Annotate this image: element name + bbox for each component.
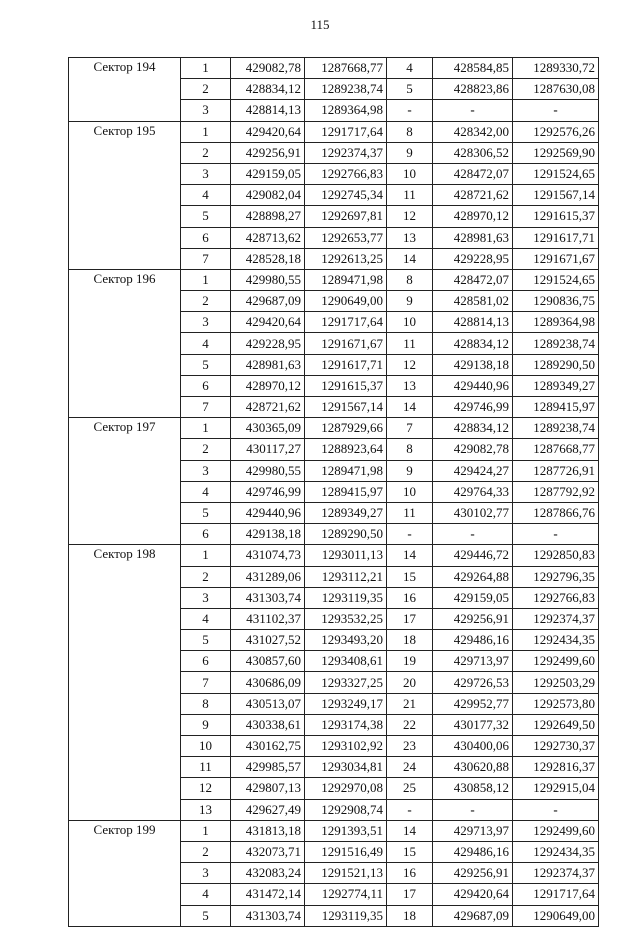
empty-cell: - bbox=[513, 524, 599, 545]
point-number: 5 bbox=[181, 630, 231, 651]
x-coordinate: 429807,13 bbox=[231, 778, 305, 799]
point-number: 5 bbox=[181, 502, 231, 523]
y-coordinate: 1291617,71 bbox=[305, 354, 387, 375]
x-coordinate: 429420,64 bbox=[231, 121, 305, 142]
x-coordinate: 429082,78 bbox=[231, 58, 305, 79]
x-coordinate: 429138,18 bbox=[433, 354, 513, 375]
point-number: 1 bbox=[181, 121, 231, 142]
point-number: 17 bbox=[387, 608, 433, 629]
y-coordinate: 1292915,04 bbox=[513, 778, 599, 799]
point-number: 3 bbox=[181, 863, 231, 884]
y-coordinate: 1292745,34 bbox=[305, 185, 387, 206]
point-number: 1 bbox=[181, 545, 231, 566]
y-coordinate: 1291717,64 bbox=[305, 312, 387, 333]
point-number: 12 bbox=[387, 206, 433, 227]
y-coordinate: 1292576,26 bbox=[513, 121, 599, 142]
point-number: 24 bbox=[387, 757, 433, 778]
point-number: 5 bbox=[181, 905, 231, 926]
x-coordinate: 428721,62 bbox=[231, 397, 305, 418]
y-coordinate: 1290649,00 bbox=[513, 905, 599, 926]
table-row bbox=[69, 121, 599, 142]
x-coordinate: 429713,97 bbox=[433, 820, 513, 841]
x-coordinate: 430162,75 bbox=[231, 736, 305, 757]
point-number: 2 bbox=[181, 79, 231, 100]
empty-cell: - bbox=[513, 799, 599, 820]
x-coordinate: 430177,32 bbox=[433, 714, 513, 735]
x-coordinate: 431303,74 bbox=[231, 905, 305, 926]
point-number: 10 bbox=[181, 736, 231, 757]
x-coordinate: 430400,06 bbox=[433, 736, 513, 757]
y-coordinate: 1292434,35 bbox=[513, 630, 599, 651]
y-coordinate: 1290649,00 bbox=[305, 291, 387, 312]
y-coordinate: 1293532,25 bbox=[305, 608, 387, 629]
y-coordinate: 1289290,50 bbox=[305, 524, 387, 545]
y-coordinate: 1292573,80 bbox=[513, 693, 599, 714]
y-coordinate: 1293249,17 bbox=[305, 693, 387, 714]
point-number: 8 bbox=[387, 121, 433, 142]
x-coordinate: 429687,09 bbox=[433, 905, 513, 926]
x-coordinate: 429980,55 bbox=[231, 269, 305, 290]
point-number: 2 bbox=[181, 439, 231, 460]
point-number: 18 bbox=[387, 630, 433, 651]
point-number: 2 bbox=[181, 841, 231, 862]
point-number: 14 bbox=[387, 248, 433, 269]
sector-name: Сектор 199 bbox=[69, 820, 181, 926]
y-coordinate: 1287866,76 bbox=[513, 502, 599, 523]
sector-name: Сектор 194 bbox=[69, 58, 181, 122]
x-coordinate: 429159,05 bbox=[433, 587, 513, 608]
x-coordinate: 429159,05 bbox=[231, 163, 305, 184]
point-number: 11 bbox=[181, 757, 231, 778]
x-coordinate: 428814,13 bbox=[433, 312, 513, 333]
x-coordinate: 431303,74 bbox=[231, 587, 305, 608]
x-coordinate: 429082,04 bbox=[231, 185, 305, 206]
y-coordinate: 1291617,71 bbox=[513, 227, 599, 248]
sector-name: Сектор 195 bbox=[69, 121, 181, 269]
y-coordinate: 1291615,37 bbox=[513, 206, 599, 227]
point-number: 14 bbox=[387, 820, 433, 841]
y-coordinate: 1293011,13 bbox=[305, 545, 387, 566]
y-coordinate: 1292434,35 bbox=[513, 841, 599, 862]
y-coordinate: 1291516,49 bbox=[305, 841, 387, 862]
x-coordinate: 431813,18 bbox=[231, 820, 305, 841]
y-coordinate: 1287668,77 bbox=[513, 439, 599, 460]
point-number: 6 bbox=[181, 375, 231, 396]
x-coordinate: 428814,13 bbox=[231, 100, 305, 121]
point-number: 21 bbox=[387, 693, 433, 714]
y-coordinate: 1293034,81 bbox=[305, 757, 387, 778]
point-number: 6 bbox=[181, 227, 231, 248]
y-coordinate: 1293119,35 bbox=[305, 587, 387, 608]
x-coordinate: 428584,85 bbox=[433, 58, 513, 79]
y-coordinate: 1288923,64 bbox=[305, 439, 387, 460]
point-number: 10 bbox=[387, 163, 433, 184]
point-number: 16 bbox=[387, 587, 433, 608]
point-number: 4 bbox=[181, 185, 231, 206]
point-number: 13 bbox=[181, 799, 231, 820]
x-coordinate: 429713,97 bbox=[433, 651, 513, 672]
y-coordinate: 1289330,72 bbox=[513, 58, 599, 79]
point-number: 16 bbox=[387, 863, 433, 884]
y-coordinate: 1292850,83 bbox=[513, 545, 599, 566]
point-number: 12 bbox=[181, 778, 231, 799]
y-coordinate: 1287630,08 bbox=[513, 79, 599, 100]
point-number: 13 bbox=[387, 227, 433, 248]
point-number: 4 bbox=[181, 884, 231, 905]
x-coordinate: 432073,71 bbox=[231, 841, 305, 862]
x-coordinate: 429627,49 bbox=[231, 799, 305, 820]
x-coordinate: 429746,99 bbox=[433, 397, 513, 418]
sector-name: Сектор 197 bbox=[69, 418, 181, 545]
y-coordinate: 1291521,13 bbox=[305, 863, 387, 884]
y-coordinate: 1291567,14 bbox=[305, 397, 387, 418]
x-coordinate: 429228,95 bbox=[433, 248, 513, 269]
y-coordinate: 1292649,50 bbox=[513, 714, 599, 735]
x-coordinate: 428981,63 bbox=[433, 227, 513, 248]
x-coordinate: 428472,07 bbox=[433, 163, 513, 184]
x-coordinate: 428970,12 bbox=[231, 375, 305, 396]
empty-cell: - bbox=[513, 100, 599, 121]
y-coordinate: 1289238,74 bbox=[513, 418, 599, 439]
x-coordinate: 429486,16 bbox=[433, 630, 513, 651]
point-number: 7 bbox=[181, 397, 231, 418]
point-number: 15 bbox=[387, 841, 433, 862]
point-number: 8 bbox=[387, 439, 433, 460]
point-number: 12 bbox=[387, 354, 433, 375]
y-coordinate: 1292569,90 bbox=[513, 142, 599, 163]
sector-name: Сектор 196 bbox=[69, 269, 181, 417]
y-coordinate: 1293327,25 bbox=[305, 672, 387, 693]
y-coordinate: 1293119,35 bbox=[305, 905, 387, 926]
y-coordinate: 1292499,60 bbox=[513, 651, 599, 672]
x-coordinate: 431074,73 bbox=[231, 545, 305, 566]
point-number: 1 bbox=[181, 820, 231, 841]
y-coordinate: 1289290,50 bbox=[513, 354, 599, 375]
x-coordinate: 428306,52 bbox=[433, 142, 513, 163]
y-coordinate: 1292766,83 bbox=[513, 587, 599, 608]
y-coordinate: 1287668,77 bbox=[305, 58, 387, 79]
x-coordinate: 429980,55 bbox=[231, 460, 305, 481]
x-coordinate: 430365,09 bbox=[231, 418, 305, 439]
y-coordinate: 1289471,98 bbox=[305, 269, 387, 290]
y-coordinate: 1292796,35 bbox=[513, 566, 599, 587]
point-number: 1 bbox=[181, 418, 231, 439]
sector-name: Сектор 198 bbox=[69, 545, 181, 820]
y-coordinate: 1289364,98 bbox=[513, 312, 599, 333]
point-number: 15 bbox=[387, 566, 433, 587]
point-number: 9 bbox=[387, 142, 433, 163]
x-coordinate: 430338,61 bbox=[231, 714, 305, 735]
y-coordinate: 1291524,65 bbox=[513, 269, 599, 290]
x-coordinate: 428528,18 bbox=[231, 248, 305, 269]
point-number: 25 bbox=[387, 778, 433, 799]
x-coordinate: 429687,09 bbox=[231, 291, 305, 312]
point-number: 6 bbox=[181, 651, 231, 672]
point-number: 1 bbox=[181, 58, 231, 79]
y-coordinate: 1291671,67 bbox=[305, 333, 387, 354]
y-coordinate: 1287929,66 bbox=[305, 418, 387, 439]
x-coordinate: 429082,78 bbox=[433, 439, 513, 460]
x-coordinate: 429228,95 bbox=[231, 333, 305, 354]
x-coordinate: 430857,60 bbox=[231, 651, 305, 672]
x-coordinate: 428713,62 bbox=[231, 227, 305, 248]
point-number: 9 bbox=[387, 460, 433, 481]
y-coordinate: 1292374,37 bbox=[305, 142, 387, 163]
point-number: 7 bbox=[387, 418, 433, 439]
x-coordinate: 428834,12 bbox=[231, 79, 305, 100]
point-number: 9 bbox=[387, 291, 433, 312]
point-number: 11 bbox=[387, 333, 433, 354]
point-number: 2 bbox=[181, 566, 231, 587]
x-coordinate: 429424,27 bbox=[433, 460, 513, 481]
y-coordinate: 1293493,20 bbox=[305, 630, 387, 651]
y-coordinate: 1289415,97 bbox=[513, 397, 599, 418]
point-number: 4 bbox=[181, 608, 231, 629]
empty-cell: - bbox=[387, 100, 433, 121]
x-coordinate: 430686,09 bbox=[231, 672, 305, 693]
empty-cell: - bbox=[433, 100, 513, 121]
point-number: 20 bbox=[387, 672, 433, 693]
y-coordinate: 1289471,98 bbox=[305, 460, 387, 481]
point-number: 3 bbox=[181, 163, 231, 184]
empty-cell: - bbox=[387, 524, 433, 545]
x-coordinate: 428898,27 bbox=[231, 206, 305, 227]
y-coordinate: 1291567,14 bbox=[513, 185, 599, 206]
point-number: 18 bbox=[387, 905, 433, 926]
point-number: 4 bbox=[181, 333, 231, 354]
table-row bbox=[69, 58, 599, 79]
y-coordinate: 1289415,97 bbox=[305, 481, 387, 502]
y-coordinate: 1292816,37 bbox=[513, 757, 599, 778]
y-coordinate: 1290836,75 bbox=[513, 291, 599, 312]
x-coordinate: 429420,64 bbox=[433, 884, 513, 905]
x-coordinate: 429726,53 bbox=[433, 672, 513, 693]
x-coordinate: 429446,72 bbox=[433, 545, 513, 566]
table-body bbox=[69, 58, 599, 927]
x-coordinate: 429256,91 bbox=[433, 608, 513, 629]
point-number: 8 bbox=[181, 693, 231, 714]
y-coordinate: 1291393,51 bbox=[305, 820, 387, 841]
point-number: 10 bbox=[387, 481, 433, 502]
x-coordinate: 428342,00 bbox=[433, 121, 513, 142]
x-coordinate: 430102,77 bbox=[433, 502, 513, 523]
point-number: 3 bbox=[181, 587, 231, 608]
point-number: 22 bbox=[387, 714, 433, 735]
x-coordinate: 429138,18 bbox=[231, 524, 305, 545]
x-coordinate: 430513,07 bbox=[231, 693, 305, 714]
y-coordinate: 1293408,61 bbox=[305, 651, 387, 672]
x-coordinate: 428834,12 bbox=[433, 418, 513, 439]
x-coordinate: 430858,12 bbox=[433, 778, 513, 799]
x-coordinate: 428970,12 bbox=[433, 206, 513, 227]
x-coordinate: 429264,88 bbox=[433, 566, 513, 587]
x-coordinate: 431027,52 bbox=[231, 630, 305, 651]
point-number: 3 bbox=[181, 312, 231, 333]
y-coordinate: 1292374,37 bbox=[513, 863, 599, 884]
point-number: 2 bbox=[181, 142, 231, 163]
point-number: 17 bbox=[387, 884, 433, 905]
point-number: 10 bbox=[387, 312, 433, 333]
table-row bbox=[69, 269, 599, 290]
page-number: 115 bbox=[310, 17, 330, 32]
y-coordinate: 1287792,92 bbox=[513, 481, 599, 502]
y-coordinate: 1292970,08 bbox=[305, 778, 387, 799]
y-coordinate: 1291615,37 bbox=[305, 375, 387, 396]
y-coordinate: 1292766,83 bbox=[305, 163, 387, 184]
point-number: 14 bbox=[387, 545, 433, 566]
x-coordinate: 429256,91 bbox=[231, 142, 305, 163]
y-coordinate: 1289364,98 bbox=[305, 100, 387, 121]
coordinates-table bbox=[68, 57, 599, 927]
x-coordinate: 429985,57 bbox=[231, 757, 305, 778]
point-number: 4 bbox=[387, 58, 433, 79]
point-number: 5 bbox=[181, 354, 231, 375]
point-number: 3 bbox=[181, 460, 231, 481]
point-number: 2 bbox=[181, 291, 231, 312]
point-number: 14 bbox=[387, 397, 433, 418]
point-number: 7 bbox=[181, 672, 231, 693]
y-coordinate: 1289238,74 bbox=[513, 333, 599, 354]
point-number: 5 bbox=[181, 206, 231, 227]
x-coordinate: 429486,16 bbox=[433, 841, 513, 862]
empty-cell: - bbox=[433, 524, 513, 545]
x-coordinate: 429952,77 bbox=[433, 693, 513, 714]
point-number: 13 bbox=[387, 375, 433, 396]
empty-cell: - bbox=[387, 799, 433, 820]
point-number: 7 bbox=[181, 248, 231, 269]
x-coordinate: 428472,07 bbox=[433, 269, 513, 290]
table-row bbox=[69, 820, 599, 841]
y-coordinate: 1292499,60 bbox=[513, 820, 599, 841]
y-coordinate: 1292503,29 bbox=[513, 672, 599, 693]
y-coordinate: 1293174,38 bbox=[305, 714, 387, 735]
x-coordinate: 428823,86 bbox=[433, 79, 513, 100]
x-coordinate: 429746,99 bbox=[231, 481, 305, 502]
empty-cell: - bbox=[433, 799, 513, 820]
y-coordinate: 1293112,21 bbox=[305, 566, 387, 587]
point-number: 23 bbox=[387, 736, 433, 757]
y-coordinate: 1291717,64 bbox=[513, 884, 599, 905]
table-row bbox=[69, 545, 599, 566]
point-number: 19 bbox=[387, 651, 433, 672]
x-coordinate: 430620,88 bbox=[433, 757, 513, 778]
point-number: 6 bbox=[181, 524, 231, 545]
x-coordinate: 431289,06 bbox=[231, 566, 305, 587]
x-coordinate: 428981,63 bbox=[231, 354, 305, 375]
y-coordinate: 1293102,92 bbox=[305, 736, 387, 757]
y-coordinate: 1292730,37 bbox=[513, 736, 599, 757]
y-coordinate: 1292774,11 bbox=[305, 884, 387, 905]
y-coordinate: 1292653,77 bbox=[305, 227, 387, 248]
x-coordinate: 430117,27 bbox=[231, 439, 305, 460]
x-coordinate: 429764,33 bbox=[433, 481, 513, 502]
y-coordinate: 1291524,65 bbox=[513, 163, 599, 184]
x-coordinate: 429440,96 bbox=[231, 502, 305, 523]
point-number: 1 bbox=[181, 269, 231, 290]
point-number: 9 bbox=[181, 714, 231, 735]
x-coordinate: 431102,37 bbox=[231, 608, 305, 629]
table-row bbox=[69, 418, 599, 439]
x-coordinate: 428721,62 bbox=[433, 185, 513, 206]
x-coordinate: 432083,24 bbox=[231, 863, 305, 884]
y-coordinate: 1292697,81 bbox=[305, 206, 387, 227]
y-coordinate: 1292908,74 bbox=[305, 799, 387, 820]
y-coordinate: 1287726,91 bbox=[513, 460, 599, 481]
x-coordinate: 429440,96 bbox=[433, 375, 513, 396]
y-coordinate: 1289349,27 bbox=[305, 502, 387, 523]
y-coordinate: 1291671,67 bbox=[513, 248, 599, 269]
x-coordinate: 428581,02 bbox=[433, 291, 513, 312]
y-coordinate: 1292613,25 bbox=[305, 248, 387, 269]
x-coordinate: 429420,64 bbox=[231, 312, 305, 333]
x-coordinate: 431472,14 bbox=[231, 884, 305, 905]
y-coordinate: 1292374,37 bbox=[513, 608, 599, 629]
point-number: 11 bbox=[387, 185, 433, 206]
point-number: 8 bbox=[387, 269, 433, 290]
x-coordinate: 429256,91 bbox=[433, 863, 513, 884]
y-coordinate: 1289349,27 bbox=[513, 375, 599, 396]
y-coordinate: 1291717,64 bbox=[305, 121, 387, 142]
y-coordinate: 1289238,74 bbox=[305, 79, 387, 100]
point-number: 11 bbox=[387, 502, 433, 523]
point-number: 3 bbox=[181, 100, 231, 121]
point-number: 5 bbox=[387, 79, 433, 100]
x-coordinate: 428834,12 bbox=[433, 333, 513, 354]
point-number: 4 bbox=[181, 481, 231, 502]
